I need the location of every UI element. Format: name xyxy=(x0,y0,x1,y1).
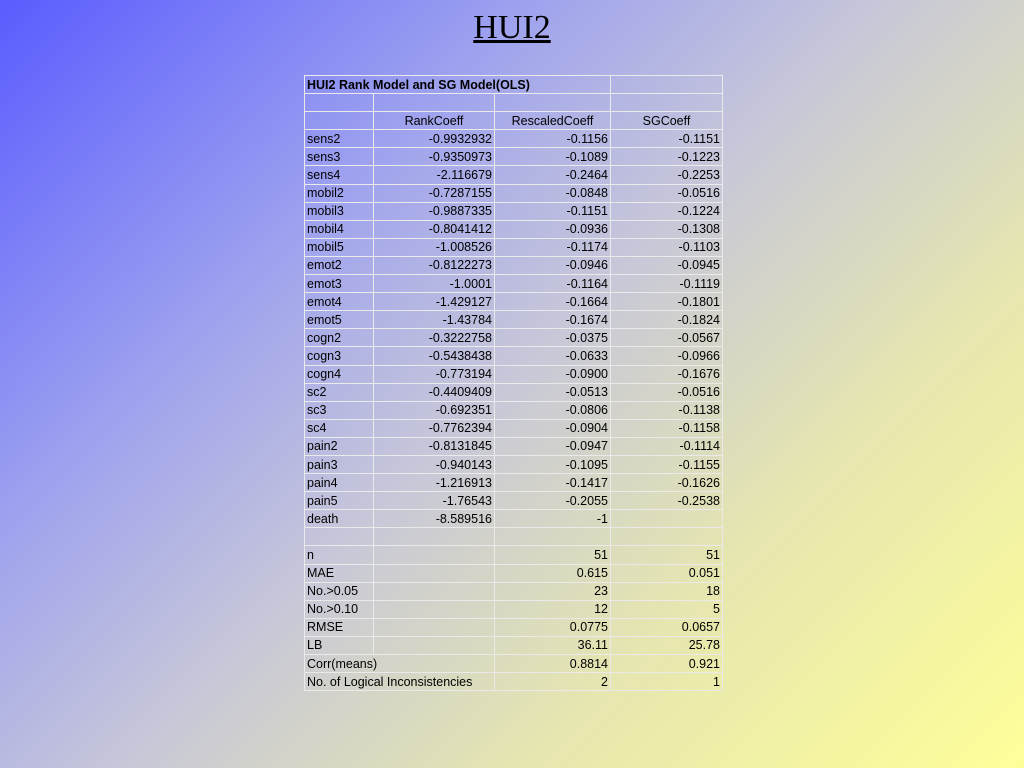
rescaled-coeff-cell: -0.0633 xyxy=(495,347,611,365)
sg-coeff-cell: -0.0945 xyxy=(611,256,723,274)
rank-coeff-cell: -0.692351 xyxy=(374,401,495,419)
rank-coeff-cell: -0.8041412 xyxy=(374,220,495,238)
stat-sg-cell: 1 xyxy=(611,673,723,691)
rescaled-coeff-cell: -0.0936 xyxy=(495,220,611,238)
table-header-row xyxy=(305,112,723,130)
stat-label: n xyxy=(305,546,374,564)
sg-coeff-cell: -0.1158 xyxy=(611,419,723,437)
rank-coeff-cell: -0.7287155 xyxy=(374,184,495,202)
sg-coeff-cell: -0.2538 xyxy=(611,492,723,510)
table-row xyxy=(305,492,723,510)
stat-rescaled-cell: 23 xyxy=(495,582,611,600)
rank-coeff-cell: -0.940143 xyxy=(374,455,495,473)
rank-coeff-cell: -1.43784 xyxy=(374,311,495,329)
stat-sg-cell: 18 xyxy=(611,582,723,600)
stat-rescaled-cell: 36.11 xyxy=(495,636,611,654)
row-label: sens2 xyxy=(305,130,374,148)
row-label: cogn3 xyxy=(305,347,374,365)
sg-coeff-cell: -0.2253 xyxy=(611,166,723,184)
rank-coeff-cell: -0.3222758 xyxy=(374,329,495,347)
sg-coeff-cell: -0.1801 xyxy=(611,293,723,311)
table-row xyxy=(305,166,723,184)
rescaled-coeff-cell: -0.1674 xyxy=(495,311,611,329)
rescaled-coeff-cell: -0.0904 xyxy=(495,419,611,437)
slide-title: HUI2 xyxy=(473,9,551,46)
sg-coeff-cell: -0.1223 xyxy=(611,148,723,166)
table-row xyxy=(305,510,723,528)
stat-sg-cell: 5 xyxy=(611,600,723,618)
stat-sg-cell: 0.0657 xyxy=(611,618,723,636)
table-title-empty-cell xyxy=(611,76,723,94)
row-label: sc3 xyxy=(305,401,374,419)
rank-coeff-cell: -0.9350973 xyxy=(374,148,495,166)
row-label: cogn4 xyxy=(305,365,374,383)
rank-coeff-cell: -1.76543 xyxy=(374,492,495,510)
rank-coeff-cell: -0.9932932 xyxy=(374,130,495,148)
row-label: death xyxy=(305,510,374,528)
row-label: emot5 xyxy=(305,311,374,329)
blank-cell xyxy=(374,528,495,546)
stats-row xyxy=(305,636,723,654)
rank-coeff-cell: -0.5438438 xyxy=(374,347,495,365)
rescaled-coeff-cell: -0.1095 xyxy=(495,455,611,473)
stat-rescaled-cell: 12 xyxy=(495,600,611,618)
stat-rank-empty-cell xyxy=(374,582,495,600)
table-row xyxy=(305,256,723,274)
row-label: mobil2 xyxy=(305,184,374,202)
row-label: sens3 xyxy=(305,148,374,166)
sg-coeff-cell xyxy=(611,510,723,528)
table-row xyxy=(305,148,723,166)
stats-row xyxy=(305,618,723,636)
rank-coeff-cell: -1.429127 xyxy=(374,293,495,311)
sg-coeff-cell: -0.0567 xyxy=(611,329,723,347)
table-row xyxy=(305,184,723,202)
stat-label: Corr(means) xyxy=(305,655,495,673)
row-label: pain2 xyxy=(305,437,374,455)
table-row xyxy=(305,455,723,473)
table-row xyxy=(305,130,723,148)
rank-coeff-cell: -2.116679 xyxy=(374,166,495,184)
sg-coeff-cell: -0.1114 xyxy=(611,437,723,455)
row-label: mobil5 xyxy=(305,238,374,256)
stat-label: No. of Logical Inconsistencies xyxy=(305,673,495,691)
rank-coeff-cell: -0.9887335 xyxy=(374,202,495,220)
stat-sg-cell: 51 xyxy=(611,546,723,564)
sg-coeff-cell: -0.1119 xyxy=(611,275,723,293)
rank-coeff-cell: -0.8122273 xyxy=(374,256,495,274)
sg-coeff-cell: -0.1676 xyxy=(611,365,723,383)
blank-cell xyxy=(374,94,495,112)
row-label: mobil4 xyxy=(305,220,374,238)
stat-rescaled-cell: 0.8814 xyxy=(495,655,611,673)
row-label: emot2 xyxy=(305,256,374,274)
table-spacer-row xyxy=(305,528,723,546)
table-row xyxy=(305,474,723,492)
sg-coeff-cell: -0.1224 xyxy=(611,202,723,220)
stat-rescaled-cell: 51 xyxy=(495,546,611,564)
rescaled-coeff-cell: -1 xyxy=(495,510,611,528)
sg-coeff-cell: -0.1138 xyxy=(611,401,723,419)
table-row xyxy=(305,311,723,329)
stat-rank-empty-cell xyxy=(374,618,495,636)
stat-rank-empty-cell xyxy=(374,600,495,618)
stat-rescaled-cell: 0.0775 xyxy=(495,618,611,636)
rescaled-coeff-cell: -0.1664 xyxy=(495,293,611,311)
header-cell-rankcoeff: RankCoeff xyxy=(374,112,495,130)
rescaled-coeff-cell: -0.1417 xyxy=(495,474,611,492)
sg-coeff-cell: -0.1626 xyxy=(611,474,723,492)
table-row xyxy=(305,401,723,419)
rank-coeff-cell: -0.7762394 xyxy=(374,419,495,437)
rescaled-coeff-cell: -0.0900 xyxy=(495,365,611,383)
sg-coeff-cell: -0.0966 xyxy=(611,347,723,365)
rescaled-coeff-cell: -0.2055 xyxy=(495,492,611,510)
table-row xyxy=(305,383,723,401)
blank-cell xyxy=(495,94,611,112)
stats-row xyxy=(305,546,723,564)
stat-rank-empty-cell xyxy=(374,546,495,564)
table-blank-row xyxy=(305,94,723,112)
stat-label: No.>0.05 xyxy=(305,582,374,600)
stat-sg-cell: 0.921 xyxy=(611,655,723,673)
rescaled-coeff-cell: -0.1156 xyxy=(495,130,611,148)
blank-cell xyxy=(305,528,374,546)
table-row xyxy=(305,365,723,383)
rescaled-coeff-cell: -0.1089 xyxy=(495,148,611,166)
rank-coeff-cell: -1.216913 xyxy=(374,474,495,492)
table-row xyxy=(305,220,723,238)
table-row xyxy=(305,437,723,455)
table-row xyxy=(305,202,723,220)
sg-coeff-cell: -0.1103 xyxy=(611,238,723,256)
stat-rank-empty-cell xyxy=(374,636,495,654)
row-label: emot4 xyxy=(305,293,374,311)
table-title-row xyxy=(305,76,723,94)
sg-coeff-cell: -0.1308 xyxy=(611,220,723,238)
table-row xyxy=(305,293,723,311)
row-label: sens4 xyxy=(305,166,374,184)
blank-cell xyxy=(611,528,723,546)
sg-coeff-cell: -0.1824 xyxy=(611,311,723,329)
row-label: pain4 xyxy=(305,474,374,492)
table-title: HUI2 Rank Model and SG Model(OLS) xyxy=(305,76,611,94)
stat-rescaled-cell: 0.615 xyxy=(495,564,611,582)
row-label: pain5 xyxy=(305,492,374,510)
rescaled-coeff-cell: -0.0946 xyxy=(495,256,611,274)
rank-coeff-cell: -1.0001 xyxy=(374,275,495,293)
row-label: cogn2 xyxy=(305,329,374,347)
row-label: emot3 xyxy=(305,275,374,293)
rank-coeff-cell: -0.773194 xyxy=(374,365,495,383)
stat-sg-cell: 0.051 xyxy=(611,564,723,582)
rescaled-coeff-cell: -0.1151 xyxy=(495,202,611,220)
stat-sg-cell: 25.78 xyxy=(611,636,723,654)
stat-label: RMSE xyxy=(305,618,374,636)
sg-coeff-cell: -0.1151 xyxy=(611,130,723,148)
stat-label: No.>0.10 xyxy=(305,600,374,618)
rescaled-coeff-cell: -0.1174 xyxy=(495,238,611,256)
table-row xyxy=(305,238,723,256)
stats-row xyxy=(305,600,723,618)
row-label: sc2 xyxy=(305,383,374,401)
stat-rank-empty-cell xyxy=(374,564,495,582)
sg-coeff-cell: -0.0516 xyxy=(611,383,723,401)
rank-coeff-cell: -0.4409409 xyxy=(374,383,495,401)
row-label: pain3 xyxy=(305,455,374,473)
table-row xyxy=(305,275,723,293)
sg-coeff-cell: -0.0516 xyxy=(611,184,723,202)
rescaled-coeff-cell: -0.1164 xyxy=(495,275,611,293)
table-row xyxy=(305,347,723,365)
stat-label: LB xyxy=(305,636,374,654)
stat-label: MAE xyxy=(305,564,374,582)
results-table-body xyxy=(305,76,723,691)
blank-cell xyxy=(495,528,611,546)
table-row xyxy=(305,329,723,347)
header-cell-sgcoeff: SGCoeff xyxy=(611,112,723,130)
stats-row xyxy=(305,673,723,691)
rescaled-coeff-cell: -0.2464 xyxy=(495,166,611,184)
header-cell-label xyxy=(305,112,374,130)
rank-coeff-cell: -1.008526 xyxy=(374,238,495,256)
rescaled-coeff-cell: -0.0947 xyxy=(495,437,611,455)
row-label: sc4 xyxy=(305,419,374,437)
stats-row xyxy=(305,582,723,600)
sg-coeff-cell: -0.1155 xyxy=(611,455,723,473)
results-table xyxy=(304,75,723,691)
blank-cell xyxy=(305,94,374,112)
rescaled-coeff-cell: -0.0848 xyxy=(495,184,611,202)
rank-coeff-cell: -8.589516 xyxy=(374,510,495,528)
rank-coeff-cell: -0.8131845 xyxy=(374,437,495,455)
table-row xyxy=(305,419,723,437)
stat-rescaled-cell: 2 xyxy=(495,673,611,691)
row-label: mobil3 xyxy=(305,202,374,220)
stats-row xyxy=(305,564,723,582)
blank-cell xyxy=(611,94,723,112)
stats-row xyxy=(305,655,723,673)
rescaled-coeff-cell: -0.0375 xyxy=(495,329,611,347)
rescaled-coeff-cell: -0.0513 xyxy=(495,383,611,401)
header-cell-rescaledcoeff: RescaledCoeff xyxy=(495,112,611,130)
rescaled-coeff-cell: -0.0806 xyxy=(495,401,611,419)
